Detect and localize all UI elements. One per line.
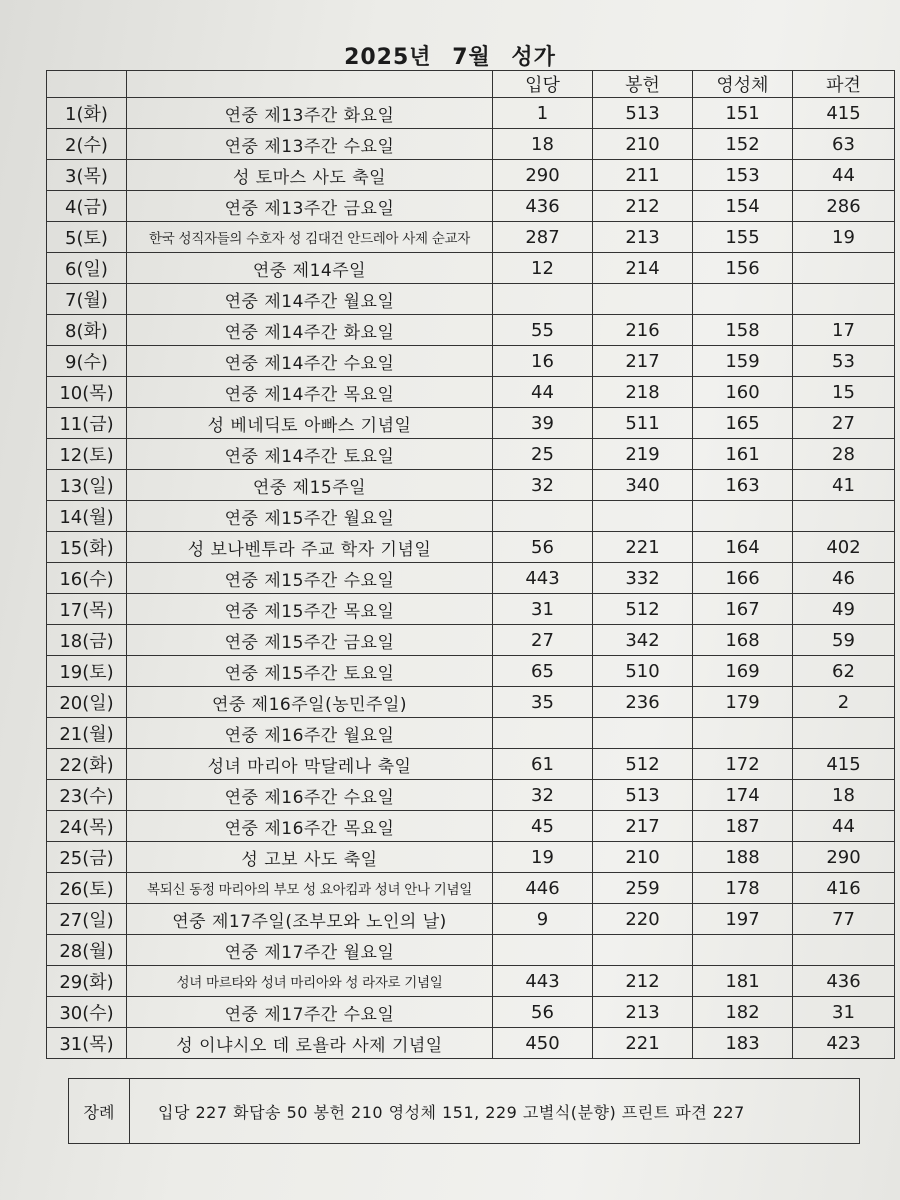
offertory-cell: 214 [593, 253, 693, 284]
entrance-cell: 35 [493, 687, 593, 718]
table-row [47, 563, 895, 594]
entrance-cell [493, 935, 593, 966]
date-cell: 3(목) [47, 160, 127, 191]
communion-cell: 151 [693, 98, 793, 129]
table-row [47, 904, 895, 935]
offertory-cell: 217 [593, 346, 693, 377]
offertory-cell: 212 [593, 191, 693, 222]
date-cell: 29(화) [47, 966, 127, 997]
date-cell: 19(토) [47, 656, 127, 687]
date-cell: 23(수) [47, 780, 127, 811]
dismissal-cell: 15 [793, 377, 895, 408]
communion-cell: 172 [693, 749, 793, 780]
offertory-cell: 210 [593, 129, 693, 160]
offertory-cell [593, 501, 693, 532]
table-row [47, 1028, 895, 1059]
dismissal-cell: 44 [793, 811, 895, 842]
date-cell: 14(월) [47, 501, 127, 532]
liturgy-name-cell: 연중 제15주간 월요일 [127, 501, 493, 532]
entrance-cell: 55 [493, 315, 593, 346]
entrance-cell: 56 [493, 532, 593, 563]
date-cell: 20(일) [47, 687, 127, 718]
dismissal-cell [793, 253, 895, 284]
offertory-cell: 259 [593, 873, 693, 904]
dismissal-cell: 19 [793, 222, 895, 253]
communion-cell: 178 [693, 873, 793, 904]
offertory-cell: 512 [593, 749, 693, 780]
entrance-cell: 19 [493, 842, 593, 873]
dismissal-cell: 18 [793, 780, 895, 811]
offertory-cell: 221 [593, 532, 693, 563]
hymn-schedule-table [46, 70, 895, 1059]
entrance-cell: 9 [493, 904, 593, 935]
communion-cell: 154 [693, 191, 793, 222]
header-blank-name [127, 71, 493, 98]
offertory-cell: 513 [593, 780, 693, 811]
dismissal-cell: 46 [793, 563, 895, 594]
date-cell: 27(일) [47, 904, 127, 935]
dismissal-cell [793, 284, 895, 315]
date-cell: 31(목) [47, 1028, 127, 1059]
liturgy-name-cell: 연중 제14주간 화요일 [127, 315, 493, 346]
offertory-cell: 332 [593, 563, 693, 594]
entrance-cell: 436 [493, 191, 593, 222]
table-row [47, 873, 895, 904]
liturgy-name-cell: 연중 제13주간 수요일 [127, 129, 493, 160]
dismissal-cell [793, 718, 895, 749]
communion-cell: 165 [693, 408, 793, 439]
offertory-cell: 512 [593, 594, 693, 625]
table-body [47, 98, 895, 1059]
offertory-cell: 210 [593, 842, 693, 873]
liturgy-name-cell: 연중 제14주일 [127, 253, 493, 284]
dismissal-cell: 436 [793, 966, 895, 997]
date-cell: 6(일) [47, 253, 127, 284]
date-cell: 13(일) [47, 470, 127, 501]
communion-cell: 169 [693, 656, 793, 687]
offertory-cell: 511 [593, 408, 693, 439]
dismissal-cell [793, 935, 895, 966]
liturgy-name-cell: 성 보나벤투라 주교 학자 기념일 [127, 532, 493, 563]
liturgy-name-cell: 연중 제15주간 목요일 [127, 594, 493, 625]
table-row [47, 377, 895, 408]
entrance-cell [493, 284, 593, 315]
liturgy-name-cell: 연중 제16주간 목요일 [127, 811, 493, 842]
date-cell: 5(토) [47, 222, 127, 253]
liturgy-name-cell: 성녀 마르타와 성녀 마리아와 성 라자로 기념일 [127, 966, 493, 997]
funeral-hymns: 입당 227 화답송 50 봉헌 210 영성체 151, 229 고별식(분향) 프린트 파견 227 [158, 1102, 745, 1122]
entrance-cell: 12 [493, 253, 593, 284]
liturgy-name-cell: 연중 제15주간 수요일 [127, 563, 493, 594]
date-cell: 18(금) [47, 625, 127, 656]
date-cell: 25(금) [47, 842, 127, 873]
communion-cell: 174 [693, 780, 793, 811]
communion-cell: 166 [693, 563, 793, 594]
page-title: 2025년 7월 성가 [344, 45, 556, 70]
entrance-cell: 443 [493, 966, 593, 997]
communion-cell: 155 [693, 222, 793, 253]
offertory-cell: 213 [593, 997, 693, 1028]
liturgy-name-cell: 연중 제15주간 토요일 [127, 656, 493, 687]
table-row [47, 222, 895, 253]
communion-cell: 156 [693, 253, 793, 284]
dismissal-cell: 415 [793, 749, 895, 780]
table-row [47, 315, 895, 346]
table-row [47, 687, 895, 718]
communion-cell: 167 [693, 594, 793, 625]
communion-cell [693, 935, 793, 966]
date-cell: 26(토) [47, 873, 127, 904]
entrance-cell: 1 [493, 98, 593, 129]
communion-cell: 188 [693, 842, 793, 873]
offertory-cell: 236 [593, 687, 693, 718]
funeral-box [68, 1078, 860, 1144]
entrance-cell: 16 [493, 346, 593, 377]
dismissal-cell: 17 [793, 315, 895, 346]
entrance-cell: 45 [493, 811, 593, 842]
table-row [47, 253, 895, 284]
liturgy-name-cell: 연중 제16주간 수요일 [127, 780, 493, 811]
table-row [47, 966, 895, 997]
dismissal-cell: 286 [793, 191, 895, 222]
entrance-cell: 31 [493, 594, 593, 625]
dismissal-cell: 2 [793, 687, 895, 718]
communion-cell: 160 [693, 377, 793, 408]
date-cell: 9(수) [47, 346, 127, 377]
offertory-cell: 342 [593, 625, 693, 656]
date-cell: 1(화) [47, 98, 127, 129]
date-cell: 15(화) [47, 532, 127, 563]
entrance-cell: 290 [493, 160, 593, 191]
liturgy-name-cell: 연중 제14주간 월요일 [127, 284, 493, 315]
dismissal-cell: 27 [793, 408, 895, 439]
dismissal-cell [793, 501, 895, 532]
dismissal-cell: 41 [793, 470, 895, 501]
date-cell: 21(월) [47, 718, 127, 749]
entrance-cell: 450 [493, 1028, 593, 1059]
dismissal-cell: 62 [793, 656, 895, 687]
table-row [47, 594, 895, 625]
offertory-cell: 216 [593, 315, 693, 346]
liturgy-name-cell: 연중 제17주간 수요일 [127, 997, 493, 1028]
table-row [47, 501, 895, 532]
entrance-cell: 32 [493, 780, 593, 811]
dismissal-cell: 423 [793, 1028, 895, 1059]
dismissal-cell: 416 [793, 873, 895, 904]
date-cell: 30(수) [47, 997, 127, 1028]
date-cell: 10(목) [47, 377, 127, 408]
header-dismissal: 파견 [793, 71, 895, 98]
communion-cell: 168 [693, 625, 793, 656]
entrance-cell [493, 501, 593, 532]
header-row [47, 71, 895, 98]
liturgy-name-cell: 복되신 동정 마리아의 부모 성 요아킴과 성녀 안나 기념일 [127, 873, 493, 904]
table-row [47, 408, 895, 439]
liturgy-name-cell: 연중 제13주간 화요일 [127, 98, 493, 129]
dismissal-cell: 59 [793, 625, 895, 656]
communion-cell: 182 [693, 997, 793, 1028]
offertory-cell: 340 [593, 470, 693, 501]
date-cell: 8(화) [47, 315, 127, 346]
offertory-cell: 220 [593, 904, 693, 935]
date-cell: 22(화) [47, 749, 127, 780]
communion-cell: 197 [693, 904, 793, 935]
liturgy-name-cell: 연중 제16주간 월요일 [127, 718, 493, 749]
dismissal-cell: 290 [793, 842, 895, 873]
communion-cell: 181 [693, 966, 793, 997]
table-row [47, 780, 895, 811]
communion-cell [693, 284, 793, 315]
dismissal-cell: 63 [793, 129, 895, 160]
dismissal-cell: 53 [793, 346, 895, 377]
header-offertory: 봉헌 [593, 71, 693, 98]
entrance-cell: 18 [493, 129, 593, 160]
header-blank-day [47, 71, 127, 98]
dismissal-cell: 44 [793, 160, 895, 191]
liturgy-name-cell: 한국 성직자들의 수호자 성 김대건 안드레아 사제 순교자 [127, 222, 493, 253]
liturgy-name-cell: 성 베네딕토 아빠스 기념일 [127, 408, 493, 439]
communion-cell: 153 [693, 160, 793, 191]
entrance-cell: 27 [493, 625, 593, 656]
entrance-cell: 44 [493, 377, 593, 408]
entrance-cell: 443 [493, 563, 593, 594]
table-row [47, 284, 895, 315]
offertory-cell: 213 [593, 222, 693, 253]
date-cell: 17(목) [47, 594, 127, 625]
entrance-cell: 56 [493, 997, 593, 1028]
offertory-cell: 212 [593, 966, 693, 997]
date-cell: 12(토) [47, 439, 127, 470]
offertory-cell: 217 [593, 811, 693, 842]
table-row [47, 625, 895, 656]
entrance-cell [493, 718, 593, 749]
entrance-cell: 25 [493, 439, 593, 470]
dismissal-cell: 402 [793, 532, 895, 563]
table-row [47, 749, 895, 780]
dismissal-cell: 77 [793, 904, 895, 935]
dismissal-cell: 415 [793, 98, 895, 129]
dismissal-cell: 31 [793, 997, 895, 1028]
offertory-cell [593, 718, 693, 749]
table-row [47, 935, 895, 966]
liturgy-name-cell: 연중 제16주일(농민주일) [127, 687, 493, 718]
liturgy-name-cell: 성 고보 사도 축일 [127, 842, 493, 873]
communion-cell: 179 [693, 687, 793, 718]
table-row [47, 129, 895, 160]
liturgy-name-cell: 연중 제13주간 금요일 [127, 191, 493, 222]
offertory-cell: 219 [593, 439, 693, 470]
offertory-cell: 218 [593, 377, 693, 408]
dismissal-cell: 28 [793, 439, 895, 470]
entrance-cell: 446 [493, 873, 593, 904]
communion-cell [693, 501, 793, 532]
liturgy-name-cell: 연중 제17주간 월요일 [127, 935, 493, 966]
liturgy-name-cell: 연중 제14주간 토요일 [127, 439, 493, 470]
date-cell: 16(수) [47, 563, 127, 594]
offertory-cell [593, 935, 693, 966]
offertory-cell: 211 [593, 160, 693, 191]
table-row [47, 997, 895, 1028]
table-row [47, 191, 895, 222]
communion-cell: 164 [693, 532, 793, 563]
table-row [47, 656, 895, 687]
entrance-cell: 39 [493, 408, 593, 439]
offertory-cell: 513 [593, 98, 693, 129]
communion-cell [693, 718, 793, 749]
liturgy-name-cell: 연중 제14주간 수요일 [127, 346, 493, 377]
communion-cell: 187 [693, 811, 793, 842]
liturgy-name-cell: 연중 제15주일 [127, 470, 493, 501]
table-row [47, 718, 895, 749]
entrance-cell: 32 [493, 470, 593, 501]
entrance-cell: 61 [493, 749, 593, 780]
table-row [47, 98, 895, 129]
date-cell: 11(금) [47, 408, 127, 439]
table-row [47, 346, 895, 377]
entrance-cell: 287 [493, 222, 593, 253]
liturgy-name-cell: 성녀 마리아 막달레나 축일 [127, 749, 493, 780]
communion-cell: 163 [693, 470, 793, 501]
table-row [47, 842, 895, 873]
entrance-cell: 65 [493, 656, 593, 687]
table-row [47, 811, 895, 842]
table-row [47, 160, 895, 191]
communion-cell: 159 [693, 346, 793, 377]
communion-cell: 161 [693, 439, 793, 470]
funeral-label: 장례 [69, 1079, 130, 1143]
offertory-cell: 221 [593, 1028, 693, 1059]
liturgy-name-cell: 연중 제17주일(조부모와 노인의 날) [127, 904, 493, 935]
table-row [47, 532, 895, 563]
liturgy-name-cell: 성 토마스 사도 축일 [127, 160, 493, 191]
date-cell: 7(월) [47, 284, 127, 315]
liturgy-name-cell: 성 이냐시오 데 로욜라 사제 기념일 [127, 1028, 493, 1059]
date-cell: 2(수) [47, 129, 127, 160]
offertory-cell [593, 284, 693, 315]
liturgy-name-cell: 연중 제15주간 금요일 [127, 625, 493, 656]
communion-cell: 158 [693, 315, 793, 346]
date-cell: 24(목) [47, 811, 127, 842]
dismissal-cell: 49 [793, 594, 895, 625]
table-row [47, 439, 895, 470]
date-cell: 28(월) [47, 935, 127, 966]
header-entrance: 입당 [493, 71, 593, 98]
date-cell: 4(금) [47, 191, 127, 222]
communion-cell: 183 [693, 1028, 793, 1059]
communion-cell: 152 [693, 129, 793, 160]
offertory-cell: 510 [593, 656, 693, 687]
header-communion: 영성체 [693, 71, 793, 98]
liturgy-name-cell: 연중 제14주간 목요일 [127, 377, 493, 408]
table-row [47, 470, 895, 501]
